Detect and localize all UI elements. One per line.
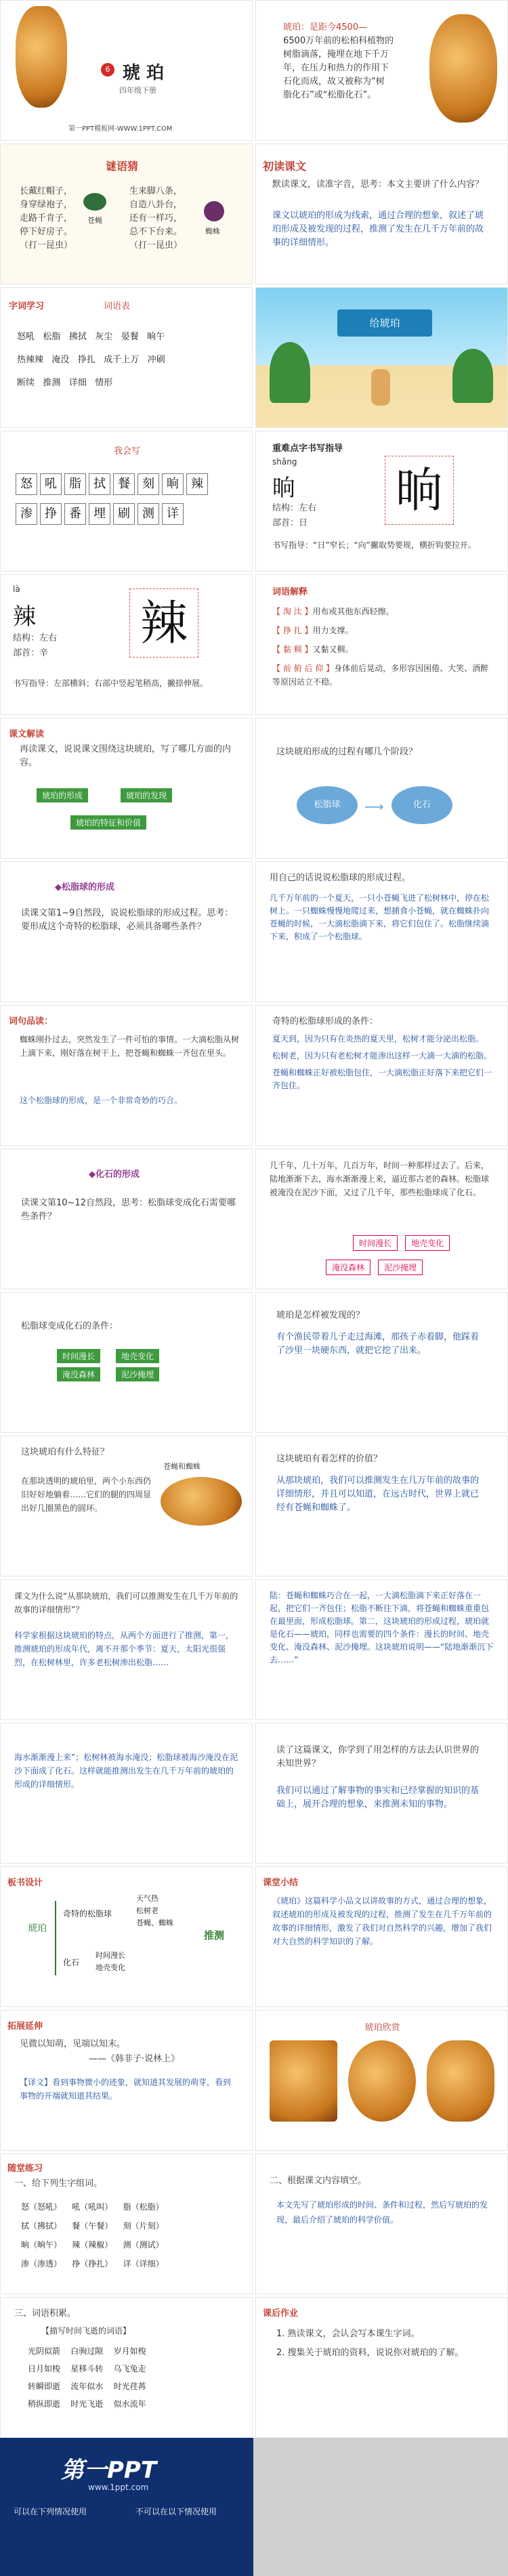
footer-url: www.1ppt.com [88, 2483, 149, 2492]
reason-answer: 科学家根据这块琥珀的特点，从两个方面进行了推测，第一，推测琥珀的形成年代，离不开那个季节：夏天，太阳光很强烈，在松树林里，许多老松树渗出松脂…… [14, 1631, 234, 1667]
word-explain-slide [255, 574, 508, 715]
fossil-story: 几千年，几十万年，几百万年，时间一种那样过去了。后来，陆地渐渐下去，海水渐渐漫上来，逼近那古老的森林。松脂球被淹没在泥沙下面，又过了几千年，那些松脂球成了化石。 [270, 1161, 490, 1197]
word-taste-heading: 词句品读： [9, 1016, 54, 1027]
la-pinyin: là [13, 584, 20, 594]
discovery-answer: 有个渔民带着儿子走过海滩，那孩子赤着脚，他踩着了沙里一块硬东西，就把它挖了出来。 [276, 1332, 480, 1356]
structure-b1-items: 天气热 松树老 苍蝇、蜘蛛 [136, 1894, 173, 1927]
box-formation: 琥珀的形成 [37, 788, 88, 802]
fly-label: 苍蝇 [87, 216, 102, 225]
cover-slide [0, 0, 253, 141]
structure-verdict: 推测 [204, 1929, 225, 1941]
fossil-slide [0, 1149, 253, 1289]
value-answer: 从那块琥珀，我们可以推测发生在几万年前的故事的详细情形，并且可以知道，在远古时代，世界上就已经有苍蝇和蜘蛛了。 [276, 1476, 480, 1513]
features-question: 这块琥珀有什么特征？ [21, 1447, 110, 1457]
practice2-answer: 本文先写了琥珀形成的时间、条件和过程，然后写琥珀的发现，最后介绍了琥珀的科学价值。 [276, 2200, 488, 2225]
formation-heading: ◆松脂球的形成 [55, 882, 114, 893]
sea-slide [0, 1723, 253, 1864]
stages-slide [255, 718, 508, 859]
amber-photo-2 [348, 2040, 416, 2122]
fossil-tags: 时间漫长 地壳变化 [351, 1233, 452, 1253]
footer-right-note: 不可以在以下情况使用 [135, 2507, 217, 2516]
extension-translation: 【译文】看到事物微小的迹象，就知道其发展的萌芽，看到事物的开端就知道其结果。 [20, 2078, 232, 2101]
amber-image [16, 6, 67, 108]
structure-b2: 化石 [63, 1958, 80, 1967]
amber-sample-image [161, 1477, 242, 1526]
homework-heading: 课后作业 [263, 2309, 299, 2319]
gallery-heading: 琥珀欣赏 [364, 2023, 400, 2033]
fossil-conditions-title: 松脂球变成化石的条件： [21, 1321, 119, 1331]
value-slide [255, 1436, 508, 1576]
riddle-left: 长戴红帽子， 身穿绿袍子， 走路千肯子， 停下好房子。 （打一昆虫） [20, 186, 73, 251]
key-char-grid: 晌 [385, 456, 454, 525]
reread-box-row [35, 786, 174, 804]
riddle-slide [0, 144, 253, 284]
box-discovery: 琥珀的发现 [121, 788, 172, 802]
discovery-slide [255, 1292, 508, 1433]
word-list-title: 词语表 [104, 301, 131, 312]
accumulate-question: 三、词语积累。 [14, 2309, 77, 2319]
lesson-number-badge: 6 [101, 63, 114, 77]
accumulate-list: 光阴似箭 白驹过隙 岁月如梭 日月如梭 星移斗转 乌飞兔走 转瞬即逝 流年似水 时光荏苒 稍纵即逝 时光飞逝 似水流年 [28, 2346, 146, 2409]
practice2-slide [255, 2153, 508, 2294]
spider-icon [204, 201, 224, 221]
riddle-heading: 谜语猜 [106, 160, 139, 173]
word-list: 怒吼 松脂 拂拭 灰尘 晏餐 晌午 热辣辣 淹没 挣扎 成千上万 冲刷 断续 推测 详细 情形 [17, 332, 165, 388]
conditions-title: 奇特的松脂球形成的条件： [272, 1016, 379, 1027]
footer-left-note: 可以在下列情况使用 [14, 2507, 87, 2516]
word-explain-heading: 词语解释 [272, 587, 308, 597]
accumulate-subtitle: 【描写时间飞逝的词语】 [41, 2326, 131, 2336]
fossil-conditions-boxes: 时间漫长 地壳变化 淹没森林 泥沙掩埋 [55, 1347, 204, 1383]
reason2-text: 陆：苍蝇和蜘蛛巧合在一起，一大滴松脂滴下来正好落在一起，把它们一齐包住；松脂不断往下滴，将苍蝇和蜘蛛重重包在最里面，形成松脂球。第二，这块琥珀的形成过程，琥珀就是化石——琥珀，同样也需要的四个条件：漫长的时间、地壳变化、淹没森林、泥沙掩埋。这块琥珀说明——“陆地渐渐沉下去……” [270, 1591, 494, 1665]
practice1-question: 一、给下列生字组词。 [14, 2178, 103, 2189]
write-chars-slide [0, 431, 253, 572]
features-slide [0, 1436, 253, 1576]
structure-heading: 板书设计 [7, 1878, 43, 1888]
spider-label: 蜘蛛 [205, 227, 220, 236]
write-chars-row-1: 怒 吼 脂 拭 餐 刻 晌 辣 [14, 472, 209, 496]
grade-label: 四年级下册 [119, 86, 156, 95]
key-char-structure: 结构：左右 [272, 503, 317, 513]
features-label: 苍蝇和蜘蛛 [163, 1462, 200, 1471]
fossil-tags-2: 淹没森林 泥沙掩埋 [324, 1258, 425, 1277]
value-question: 这块琥珀有着怎样的价值？ [276, 1454, 383, 1464]
la-radical: 部首：辛 [13, 648, 49, 658]
accumulate-slide [0, 2297, 253, 2438]
reflect-slide [255, 1723, 508, 1864]
key-char-slide [255, 431, 508, 572]
structure-root: 琥珀 [28, 1923, 47, 1934]
reread-slide [0, 718, 253, 859]
practice1-slide [0, 2153, 253, 2294]
footer-blank-panel [253, 2438, 508, 2576]
footer-brand: 第一PPT [61, 2457, 157, 2484]
write-chars-row-2: 渗 挣 番 埋 刷 测 详 [14, 502, 185, 526]
stages-question: 这块琥珀形成的过程有哪几个阶段？ [276, 747, 418, 757]
word-explain-list: 【 淘 汰 】用布或其他东西轻擦。 【 挣 扎 】用力支撑。 【 黏 稠 】又黏又稠。 【 前 俯 后 仰 】身体前后晃动，多形容因困倦、大笑、酒醉等原因站立不稳。 [272, 607, 489, 687]
sea-text: 海水渐渐漫上来”；松树林被海水淹没；松脂球被海沙淹没在泥沙下面成了化石。这样就能推测出发生在几千万年前的琥珀的形成的详细情形。 [14, 1753, 238, 1789]
formation-question: 读课文第1~9自然段，说说松脂球的形成过程。思考：要形成这个奇特的松脂球，必须具备哪些条件？ [21, 908, 234, 932]
stage-resin-ball: 松脂球 [297, 786, 358, 824]
word-study-heading: 字词学习 [9, 301, 45, 312]
formation-slide [0, 861, 253, 1002]
la-guide: 书写指导：左部横斜；右部中竖起笔稍高，撇捺伸展。 [13, 679, 209, 688]
amber-definition-slide [255, 0, 508, 141]
write-chars-heading: 我会写 [113, 446, 140, 456]
reflect-question: 读了这篇课文，你学到了用怎样的方法去认识世界的未知世界？ [276, 1745, 480, 1769]
word-taste-slide [0, 1005, 253, 1146]
structure-brace [55, 1901, 56, 1975]
box-value: 琥珀的特征和价值 [70, 815, 146, 830]
homework-slide [255, 2297, 508, 2438]
fossil-story-slide [255, 1149, 508, 1289]
key-char-radical: 部首：日 [272, 518, 308, 528]
stage-fossil: 化石 [391, 786, 452, 824]
amber-gallery-slide [255, 2010, 508, 2151]
footer-banner [0, 2438, 508, 2576]
story-prompt: 用自己的话说说松脂球的形成过程。 [270, 873, 411, 883]
la-char-grid: 辣 [129, 588, 198, 658]
amber-photo-3 [427, 2040, 494, 2122]
summary-heading: 课堂小结 [263, 1878, 299, 1888]
lesson-title: 琥 珀 [123, 63, 165, 83]
story-slide [255, 861, 508, 1002]
structure-b2-items: 时间漫长 地壳变化 [96, 1951, 125, 1972]
conditions-list: 夏天到，因为只有在炎热的夏天里，松树才能分泌出松脂。 松树老，因为只有老松树才能渗出这样一大滴一大滴的松脂。 苍蝇和蜘蛛正好被松脂包住，一大滴松脂正好落下来把它们一齐包住。 [272, 1034, 492, 1090]
structure-slide [0, 1866, 253, 2007]
practice1-heading: 随堂练习 [7, 2164, 43, 2174]
fossil-question: 读课文第10~12自然段，思考：松脂球变成化石需要哪些条件？ [21, 1198, 236, 1222]
key-char-small: 晌 [272, 475, 295, 502]
la-char-slide [0, 574, 253, 715]
reread-box-row-2 [68, 813, 148, 832]
word-taste-comment: 这个松脂球的形成，是一个非常奇妙的巧合。 [20, 1096, 183, 1105]
amber-photo-1 [270, 2040, 337, 2122]
practice2-question: 二、根据课文内容填空。 [270, 2176, 367, 2186]
reason2-slide [255, 1579, 508, 1720]
extension-slide [0, 2010, 253, 2151]
key-char-guide: 书写指导：“日”窄长；“向”撇取势要规，横折钩要拉开。 [272, 540, 476, 550]
la-structure: 结构：左右 [13, 633, 58, 643]
reason-slide [0, 1579, 253, 1720]
reread-heading: 课文解读 [9, 729, 45, 739]
word-study-slide [0, 287, 253, 428]
reread-question: 再读课文，说说课文围绕这块琥珀，写了哪几方面的内容。 [20, 744, 232, 768]
word-taste-quote: 蜘蛛刚扑过去，突然发生了一件可怕的事情。一大滴松脂从树上滴下来，刚好落在树干上，把苍蝇和蜘蛛一齐包在里头。 [20, 1035, 240, 1058]
fly-icon [83, 193, 106, 211]
arrow-icon: ⟶ [364, 798, 384, 815]
palm-tree-right [452, 349, 493, 403]
key-char-pinyin: shǎng [272, 457, 297, 467]
child-figure [371, 369, 390, 406]
reflect-answer: 我们可以通过了解事物的事实和已经掌握的知识的基础上，展开合理的想象，来推测未知的事物。 [276, 1786, 480, 1809]
first-read-answer: 课文以琥珀的形成为线索，通过合理的想象，叙述了琥珀形成及被发现的过程，推测了发生在几千万年前的故事的详细情形。 [272, 211, 484, 248]
summary-slide [255, 1866, 508, 2007]
story-answer: 几千万年前的一个夏天，一只小苍蝇飞进了松树林中，停在松树上。一只蜘蛛慢慢地爬过来，想捕食小苍蝇，就在蜘蛛扑向苍蝇的时候，一大滴松脂滴下来，将它们包住了。松脂继续滴下来，积成了一个松脂球。 [270, 893, 490, 941]
amber-photo [429, 14, 497, 123]
reason-question: 课文为什么说“从那块琥珀，我们可以推测发生在几千万年前的故事的详细情形”？ [14, 1591, 238, 1614]
conditions-slide [255, 1005, 508, 1146]
features-answer: 在那块透明的琥珀里，两个小东西仍旧好好地躺着……它们的腿的四周显出好几圈黑色的圆环。 [21, 1476, 152, 1513]
la-char-small: 辣 [13, 603, 36, 630]
site-watermark: 第一PPT模板网-WWW.1PPT.COM [68, 125, 173, 133]
amber-definition: 琥珀：是距今4500— 6500万年前的松柏科植物的 树脂滴落，掩埋在地下千万 年，在压力和热力的作用下 石化而成，故又被称为“树 脂化石”或“松脂化石”。 [283, 22, 394, 100]
discovery-question: 琥珀是怎样被发现的？ [276, 1310, 365, 1321]
extension-quote: 见微以知萌，见端以知末。 [20, 2039, 126, 2049]
palm-tree-left [270, 342, 310, 403]
practice1-answers: 怒（怒吼） 吼（吼叫） 脂（松脂） 拭（拂拭） 餐（午餐） 刻（片刻） 晌（晌午） 辣（辣椒） 测（测试） 渗（渗透） 挣（挣扎） 详（详细） [21, 2202, 164, 2269]
extension-source: ——《韩非子·说林上》 [89, 2054, 180, 2064]
riddle-right: 生来脚八条， 自造八卦台， 还有一样巧， 总不下台来。 （打一昆虫） [129, 186, 183, 251]
fossil-conditions-slide [0, 1292, 253, 1433]
structure-b1: 奇特的松脂球 [63, 1909, 112, 1918]
homework-item-1: 1. 熟读课文，会认会写本课生字词。 [276, 2329, 420, 2339]
first-read-slide [255, 144, 508, 284]
first-read-question: 默读课文，读准字音，思考：本文主要讲了什么内容？ [272, 179, 484, 190]
homework-item-2: 2. 搜集关于琥珀的资料，说说你对琥珀的了解。 [276, 2348, 464, 2358]
cartoon-caption: 给琥珀 [337, 309, 432, 337]
cartoon-slide [255, 287, 508, 428]
summary-text: 《琥珀》这篇科学小品文以讲故事的方式，通过合理的想象，叙述琥珀的形成及被发现的过程，推测了发生在几千万年前的故事的详细情形，激发了我们对自然科学的兴趣，增加了我们对大自然的科学知识的了解。 [272, 1896, 492, 1946]
key-char-heading: 重难点字书写指导 [272, 444, 343, 454]
first-read-heading: 初读课文 [263, 160, 307, 173]
fossil-heading: ◆化石的形成 [89, 1169, 140, 1180]
extension-heading: 拓展延伸 [7, 2021, 43, 2032]
